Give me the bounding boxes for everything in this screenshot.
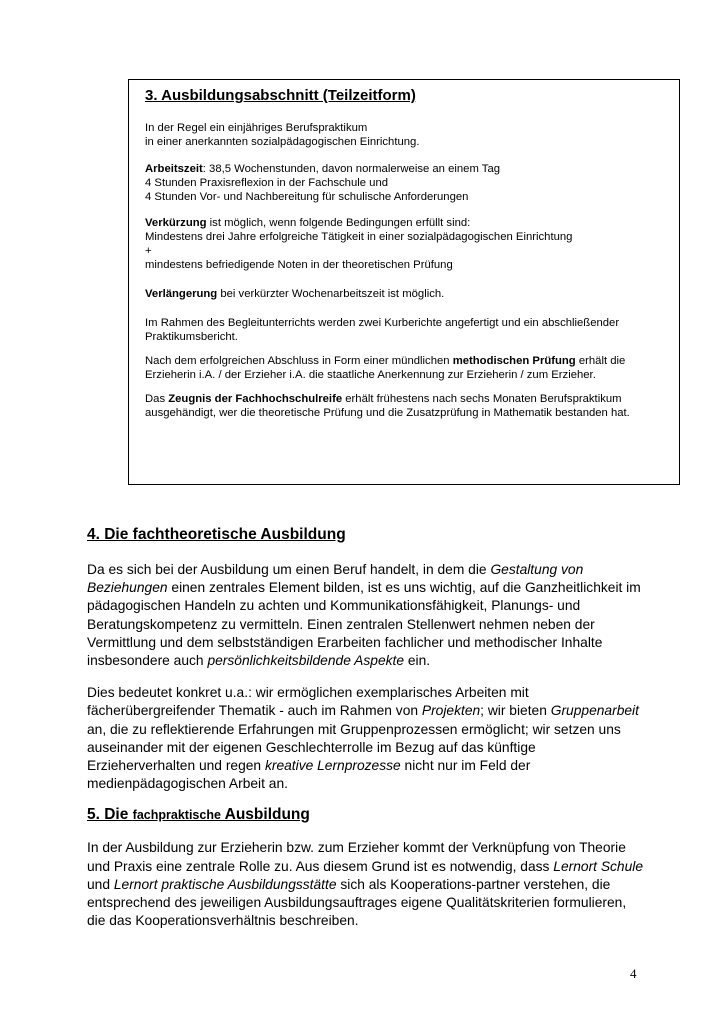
zeugnis-line-1: Das Zeugnis der Fachhochschulreife erhält frühestens nach sechs Monaten Berufspraktikum [145,393,622,405]
verkuerzung-line-3: + [145,245,152,257]
verkuerzung-line-2: Mindestens drei Jahre erfolgreiche Tätigkeit in einer sozialpädagogischen Einrichtung [145,231,573,243]
abschluss-line-2: Erzieherin i.A. / der Erzieher i.A. die staatliche Anerkennung zur Erzieherin / zum Erzieher. [145,369,596,381]
zeugnis-line-2: ausgehändigt, wer die theoretische Prüfung und die Zusatzprüfung in Mathematik bestanden hat. [145,407,630,419]
arbeitszeit-line-3: 4 Stunden Vor- und Nachbereitung für schulische Anforderungen [145,191,469,203]
arbeitszeit-line-2: 4 Stunden Praxisreflexion in der Fachschule und [145,177,389,189]
abschluss-line-1: Nach dem erfolgreichen Abschluss in Form einer mündlichen methodischen Prüfung erhält die [145,355,626,367]
section-4-paragraph-2: Dies bedeutet konkret u.a.: wir ermöglichen exemplarisches Arbeiten mit fächerübergreifender Thematik - auch im Rahmen von Projekten; wir bieten Gruppenarbeit an, die zu reflektierende Erfahrungen mit Gruppenprozessen ermöglicht; wir setzen uns auseinander mit der eigenen Geschlechterrolle im Bezug auf das künftige Erzieherverhalten und regen kreative Lernprozesse nicht nur im Feld der medienpädagogischen Arbeit an. [87,685,639,792]
info-box [128,79,680,485]
main-content [87,525,647,930]
verkuerzung-line: Verkürzung ist möglich, wenn folgende Bedingungen erfüllt sind: [145,217,471,229]
verlaengerung-line: Verlängerung bei verkürzter Wochenarbeitszeit ist möglich. [145,288,445,300]
page-number: 4 [630,966,637,981]
section-4-paragraph-1: Da es sich bei der Ausbildung um einen Beruf handelt, in dem die Gestaltung von Beziehungen einen zentrales Element bilden, ist es uns wichtig, auf die Ganzheitlichkeit im pädagogischen Handeln zu achten und Kommunikationsfähigkeit, Planungs- und Beratungskompetenz zu vermitteln. Einen zentralen Stellenwert nehmen neben der Vermittlung und dem selbstständigen Erarbeiten fachlicher und methodischer Inhalte insbesondere auch persönlichkeitsbildende Aspekte ein. [87,562,641,669]
box-intro-line-2: in einer anerkannten sozialpädagogischen Einrichtung. [145,136,420,148]
box-title: 3. Ausbildungsabschnitt (Teilzeitform) [145,87,416,104]
section-5-heading: 5. Die fachpraktische Ausbildung [87,806,310,824]
arbeitszeit-line: Arbeitszeit: 38,5 Wochenstunden, davon normalerweise an einem Tag [145,163,501,175]
verkuerzung-line-4: mindestens befriedigende Noten in der theoretischen Prüfung [145,259,453,271]
begleit-line-2: Praktikumsbericht. [145,331,238,343]
begleit-line-1: Im Rahmen des Begleitunterrichts werden zwei Kurberichte angefertigt und ein abschließender [145,317,620,329]
section-5-paragraph-1: In der Ausbildung zur Erzieherin bzw. zum Erzieher kommt der Verknüpfung von Theorie und Praxis eine zentrale Rolle zu. Aus diesem Grund ist es notwendig, dass Lernort Schule und Lernort praktische Ausbildungsstätte sich als Kooperations-partner verstehen, die entsprechend des jeweiligen Ausbildungsauftrages eigene Qualitätskriterien formulieren, die das Kooperationsverhältnis beschreiben. [87,840,644,929]
box-intro-line-1: In der Regel ein einjähriges Berufspraktikum [145,122,368,134]
section-4-heading: 4. Die fachtheoretische Ausbildung [87,526,346,543]
